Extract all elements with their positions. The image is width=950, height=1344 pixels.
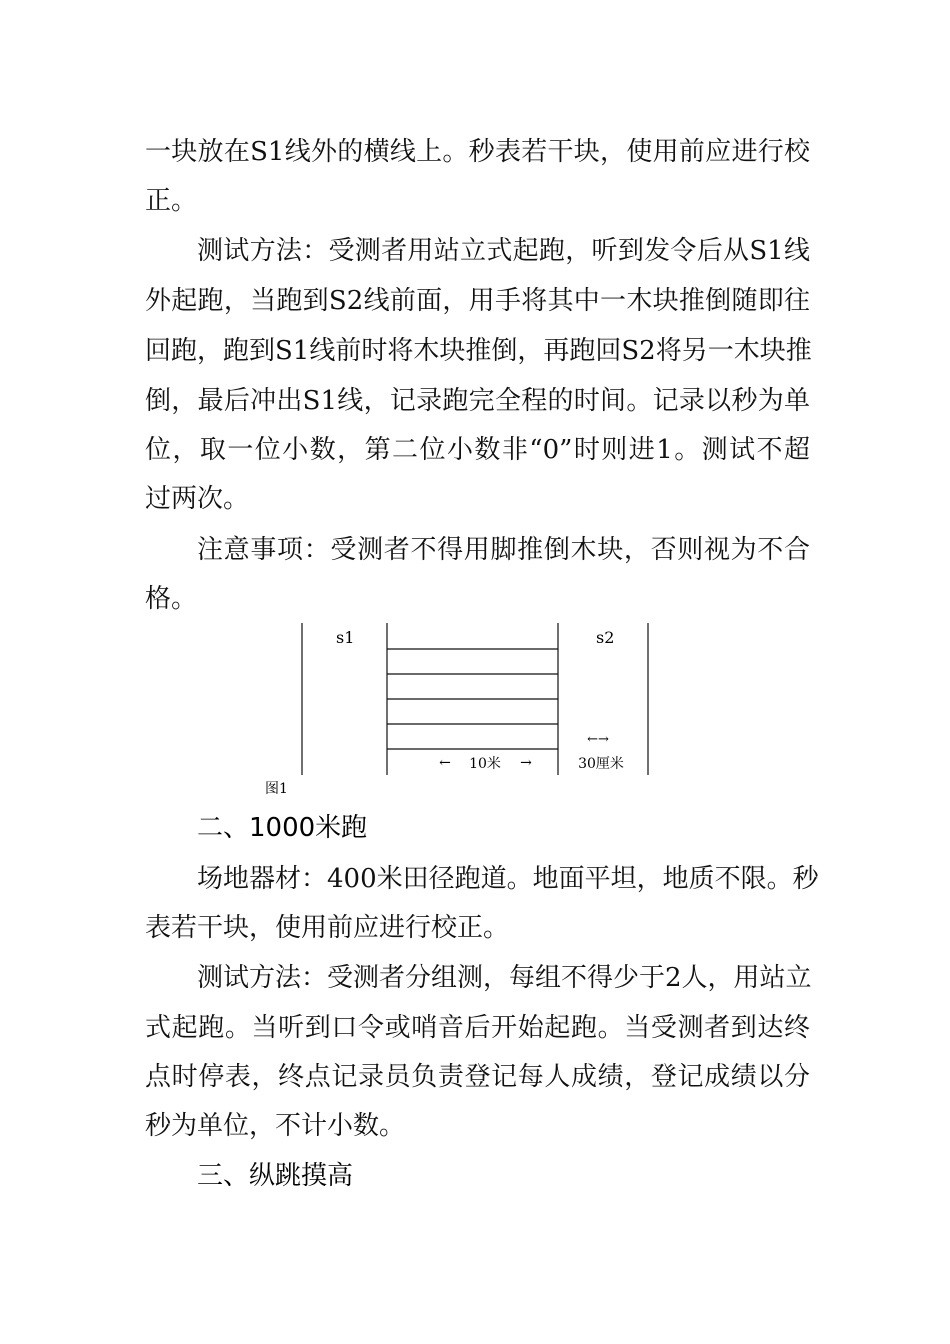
s1-label: s1 [336,628,355,647]
paragraph-line: 过两次。 [145,484,250,514]
paragraph-line: 格。 [145,584,198,614]
paragraph-line: 外起跑，当跑到S2线前面，用手将其中一木块推倒随即往 [145,286,810,316]
figure-caption: 图1 [265,781,288,797]
distance-30cm-label: 30厘米 [578,756,624,772]
paragraph-line: 位，取一位小数，第二位小数非“0”时则进1。测试不超 [145,435,810,465]
section-heading: 三、纵跳摸高 [197,1161,354,1191]
s2-label: s2 [596,628,615,647]
distance-10m-label: 10米 [469,756,501,772]
paragraph-line: 一块放在S1线外的横线上。秒表若干块，使用前应进行校 [145,137,810,167]
paragraph-line: 表若干块，使用前应进行校正。 [145,913,510,943]
paragraph-line: 回跑，跑到S1线前时将木块推倒，再跑回S2将另一木块推 [145,336,812,366]
paragraph-line: 正。 [145,186,198,216]
right-arrow-icon: → [520,755,532,771]
paragraph-line: 注意事项：受测者不得用脚推倒木块，否则视为不合 [197,535,810,565]
shuttle-run-diagram [260,615,680,805]
paragraph-line: 测试方法：受测者分组测，每组不得少于2人，用站立 [197,963,812,993]
paragraph-line: 测试方法：受测者用站立式起跑，听到发令后从S1线 [197,236,810,266]
paragraph-line: 场地器材：400米田径跑道。地面平坦，地质不限。秒 [197,864,819,894]
left-arrow-icon: ← [439,755,451,771]
paragraph-line: 点时停表，终点记录员负责登记每人成绩，登记成绩以分 [145,1062,810,1092]
paragraph-line: 秒为单位，不计小数。 [145,1111,406,1141]
paragraph-line: 式起跑。当听到口令或哨音后开始起跑。当受测者到达终 [145,1013,810,1043]
double-arrow-icon: ←→ [587,732,609,747]
paragraph-line: 倒，最后冲出S1线，记录跑完全程的时间。记录以秒为单 [145,386,810,416]
section-heading: 二、1000米跑 [197,813,368,843]
